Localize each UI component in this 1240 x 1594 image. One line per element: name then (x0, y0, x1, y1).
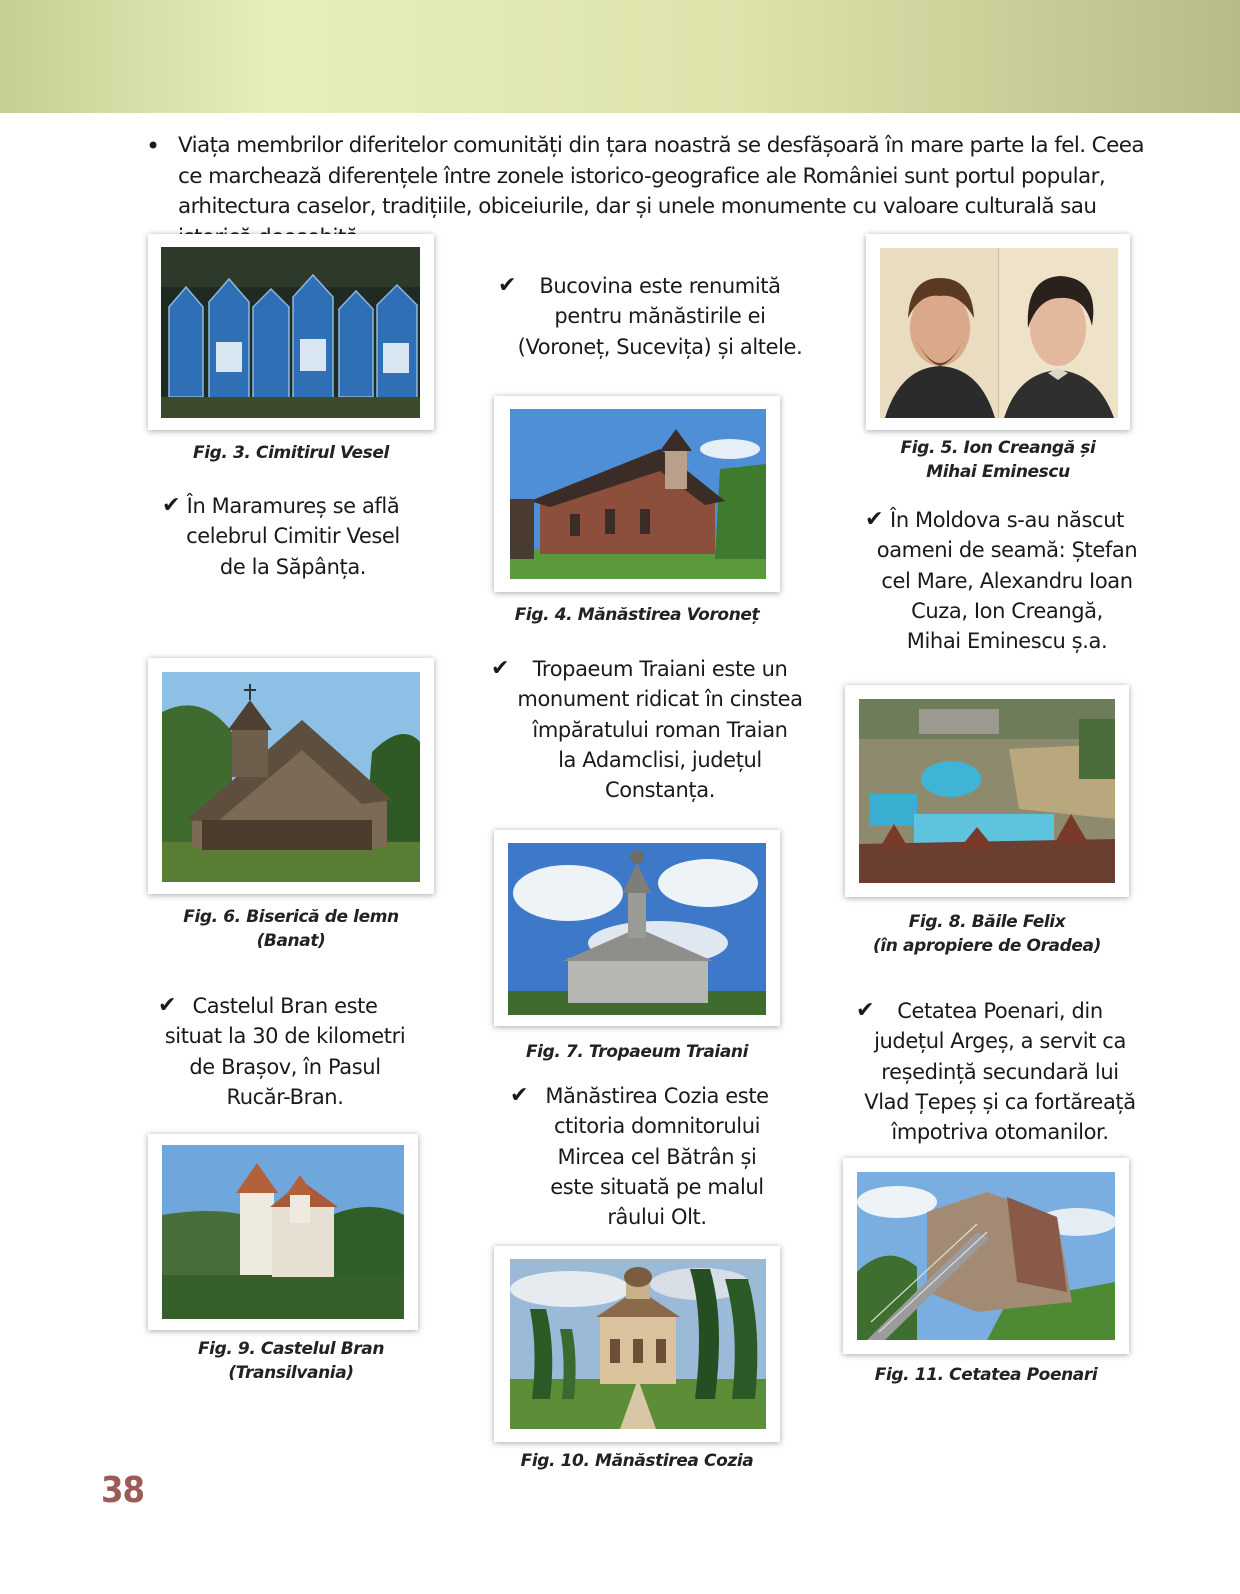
note-line: de la Săpânța. (219, 554, 367, 579)
note-moldova (867, 505, 1147, 656)
check-icon: ✔ (498, 273, 517, 298)
note-line: Mircea cel Bătrân și (557, 1144, 757, 1169)
check-icon: ✔ (510, 1083, 529, 1108)
page-number: 38 (101, 1470, 145, 1511)
note-line: În Moldova s-au născut (890, 508, 1124, 532)
photo-cimitirul-vesel (148, 234, 434, 430)
check-icon: ✔ (158, 993, 177, 1018)
note-line: la Adamclisi, județul (558, 747, 762, 772)
check-icon: ✔ (865, 507, 884, 532)
photo-biserica-de-lemn (148, 658, 434, 894)
note-line: ctitoria domnitorului (553, 1114, 761, 1139)
caption-line: (Banat) (256, 931, 326, 951)
note-line: Bucovina este renumită (539, 274, 781, 298)
header-band (0, 0, 1240, 113)
note-maramures (162, 491, 418, 582)
caption-fig3 (148, 441, 434, 465)
intro-line: caselor, tradițiile, obiceiurile, dar și unele monumente cu valoare culturală sau (296, 194, 1097, 219)
photo-tropaeum-traiani (494, 830, 780, 1026)
note-line: cel Mare, Alexandru Ioan (881, 568, 1133, 593)
caption-line: Fig. 10. Mănăstirea Cozia (520, 1451, 754, 1471)
note-line: Constanța. (605, 778, 715, 803)
note-tropaeum (491, 654, 815, 805)
note-bran (160, 991, 410, 1112)
caption-line: Fig. 6. Biserică de lemn (183, 907, 399, 927)
photo-manastirea-cozia (494, 1246, 780, 1442)
note-line: Tropaeum Traiani este un (532, 657, 788, 681)
photo-castelul-bran (148, 1134, 418, 1330)
note-line: județul Argeș, a servit ca (874, 1029, 1126, 1054)
note-line: (Voroneț, Sucevița) și altele. (517, 334, 803, 359)
note-line: Cetatea Poenari, din (897, 999, 1103, 1023)
note-line: Cuza, Ion Creangă, (911, 598, 1103, 623)
bullet: • (146, 132, 160, 160)
note-line: Rucăr-Bran. (226, 1084, 344, 1109)
photo-baile-felix (845, 685, 1129, 897)
caption-fig7 (494, 1040, 780, 1064)
note-line: Vlad Țepeș și ca fortăreață (864, 1089, 1136, 1114)
caption-line: Fig. 11. Cetatea Poenari (874, 1365, 1098, 1385)
photo-manastirea-voronet (494, 396, 780, 592)
caption-fig11 (843, 1363, 1129, 1387)
note-line: râului Olt. (607, 1205, 707, 1230)
note-line: de Brașov, în Pasul (189, 1054, 381, 1079)
check-icon: ✔ (162, 493, 181, 518)
note-line: oameni de seamă: Ștefan (876, 538, 1138, 563)
caption-fig5 (866, 436, 1130, 484)
photo-creanga-eminescu (866, 234, 1130, 430)
caption-line: Fig. 7. Tropaeum Traiani (525, 1042, 749, 1062)
note-line: Castelul Bran este (192, 994, 378, 1018)
note-line: împotriva otomanilor. (891, 1120, 1109, 1145)
caption-fig9 (148, 1337, 434, 1385)
caption-line: Fig. 5. Ion Creangă și (900, 438, 1096, 458)
note-line: reședință secundară lui (881, 1059, 1119, 1084)
caption-line: Fig. 8. Băile Felix (908, 912, 1066, 932)
note-line: pentru mănăstirile ei (554, 304, 766, 329)
check-icon: ✔ (856, 998, 875, 1023)
caption-line: Fig. 9. Castelul Bran (197, 1339, 385, 1359)
note-cozia (512, 1081, 802, 1232)
caption-fig10 (494, 1449, 780, 1473)
note-line: celebrul Cimitir Vesel (186, 524, 400, 549)
note-line: Mănăstirea Cozia este (545, 1084, 769, 1108)
intro-line: marchează diferențele între zonele istorico-geografice ale României sunt portul popular, arhitectura (178, 163, 1106, 219)
note-line: Mihai Eminescu ș.a. (906, 629, 1108, 654)
caption-line: Fig. 4. Mănăstirea Voroneț (514, 605, 760, 625)
note-poenari (856, 996, 1140, 1147)
note-line: monument ridicat în cinstea (517, 687, 803, 712)
note-line: este situată pe malul (550, 1174, 764, 1199)
caption-fig8 (845, 910, 1129, 958)
photo-cetatea-poenari (843, 1158, 1129, 1354)
caption-line: Mihai Eminescu (926, 462, 1070, 482)
check-icon: ✔ (491, 656, 510, 681)
caption-line: (în apropiere de Oradea) (873, 936, 1101, 956)
caption-line: Fig. 3. Cimitirul Vesel (193, 443, 389, 463)
note-line: împăratului roman Traian (532, 717, 788, 742)
caption-line: (Transilvania) (228, 1363, 354, 1383)
caption-fig4 (494, 603, 780, 627)
intro-line: Viața membrilor diferitelor comunități din țara noastră se desfășoară în mare parte la fel. Ceea ce (178, 133, 1144, 189)
note-line: situat la 30 de kilometri (164, 1024, 406, 1049)
note-line: În Maramureș se află (186, 494, 400, 518)
caption-fig6 (148, 905, 434, 953)
note-bucovina (498, 271, 810, 362)
